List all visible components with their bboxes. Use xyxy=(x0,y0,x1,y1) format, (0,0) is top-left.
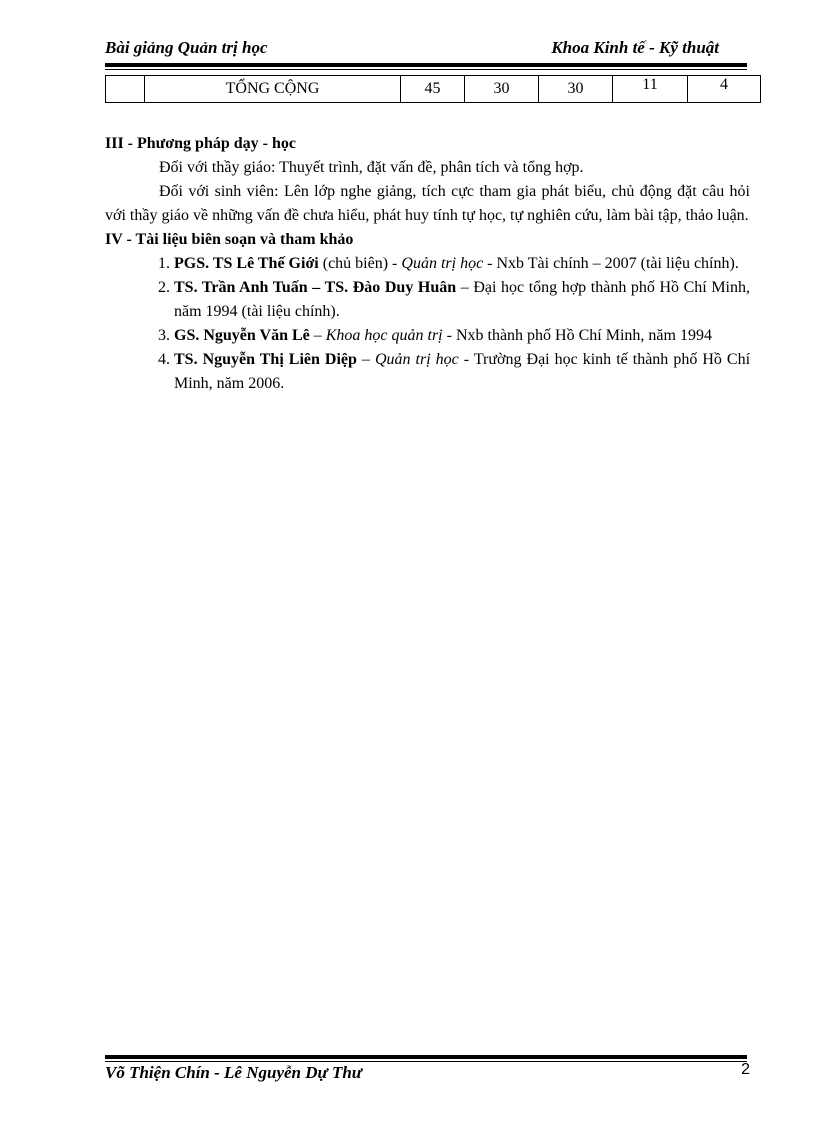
reference-text: - Nxb Tài chính – 2007 (tài liệu chính). xyxy=(483,255,739,272)
page-footer xyxy=(105,1063,750,1087)
table-cell-value: 30 xyxy=(465,76,539,103)
footer-rule-thick xyxy=(105,1055,747,1059)
table-cell-total-label: TỔNG CỘNG xyxy=(145,76,401,103)
page-content xyxy=(105,132,750,396)
reference-item xyxy=(174,276,750,324)
reference-author: GS. Nguyễn Văn Lê xyxy=(174,327,310,344)
section3-student-paragraph: Đối với sinh viên: Lên lớp nghe giảng, tích cực tham gia phát biểu, chủ động đặt câu hỏi với thầy giáo về những vấn đề chưa hiểu, phát huy tính tự học, tự nghiên cứu, làm bài tập, thảo luận. xyxy=(105,183,750,224)
reference-item xyxy=(174,252,750,276)
reference-author: TS. Nguyễn Thị Liên Diệp xyxy=(174,351,357,368)
reference-list xyxy=(105,252,750,396)
table-cell-value: 30 xyxy=(539,76,613,103)
reference-item xyxy=(174,348,750,396)
total-table xyxy=(105,75,761,103)
table-cell-value: 11 xyxy=(613,76,688,103)
footer-rule-thin xyxy=(105,1061,747,1062)
reference-text: – xyxy=(309,327,326,344)
header-rule-thin xyxy=(105,69,747,70)
reference-title: Quản trị học xyxy=(374,351,459,368)
footer-authors: Võ Thiện Chín - Lê Nguyễn Dự Thư xyxy=(105,1063,362,1082)
reference-item xyxy=(174,324,750,348)
reference-title: Khoa học quản trị xyxy=(325,327,443,344)
section3-teacher-paragraph: Đối với thầy giáo: Thuyết trình, đặt vấn đề, phân tích và tổng hợp. xyxy=(159,159,584,176)
reference-author: TS. Trần Anh Tuấn – TS. Đào Duy Huân xyxy=(174,279,457,296)
reference-text: - Trường Đại học kinh tế thành phố Hồ Chí Minh, năm 2006. xyxy=(174,351,751,392)
reference-title: Quản trị học xyxy=(401,255,484,272)
table-cell-value: 45 xyxy=(401,76,465,103)
header-rule-thick xyxy=(105,63,747,67)
reference-text: – Đại học tổng hợp thành phố Hồ Chí Minh, năm 1994 (tài liệu chính). xyxy=(174,279,750,320)
section3-heading: III - Phương pháp dạy - học xyxy=(105,135,296,152)
header-course-title: Bài giảng Quản trị học xyxy=(105,38,268,57)
table-cell-blank xyxy=(106,76,145,103)
table-cell-value: 4 xyxy=(688,76,761,103)
header-department: Khoa Kinh tế - Kỹ thuật xyxy=(551,38,719,57)
page-header xyxy=(105,38,747,62)
reference-text: - Nxb thành phố Hồ Chí Minh, năm 1994 xyxy=(442,327,712,344)
page-number: 2 xyxy=(741,1061,750,1078)
reference-text: – xyxy=(356,351,375,368)
section4-heading: IV - Tài liệu biên soạn và tham khảo xyxy=(105,231,354,248)
table-row xyxy=(106,76,761,103)
reference-text: (chủ biên) - xyxy=(318,255,402,272)
reference-author: PGS. TS Lê Thế Giới xyxy=(174,255,319,272)
